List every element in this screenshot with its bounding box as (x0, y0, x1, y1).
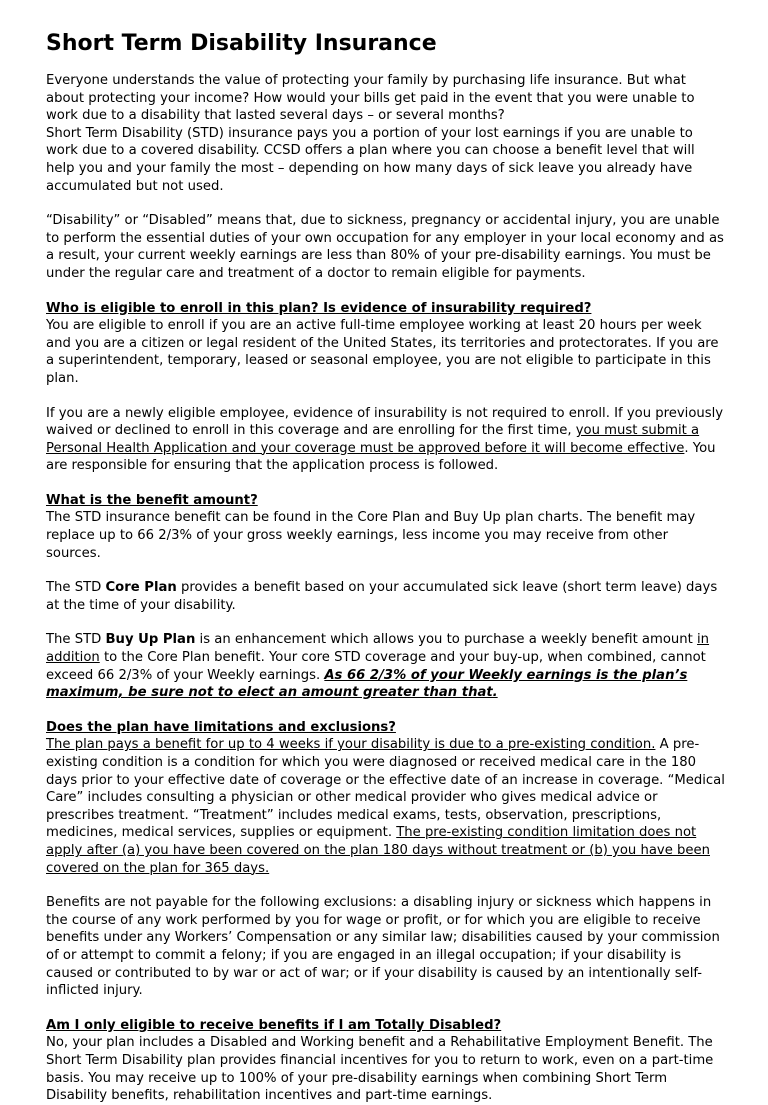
eligibility-paragraph-2 (46, 405, 726, 475)
benefit-paragraph-1: The STD insurance benefit can be found in the Core Plan and Buy Up plan charts. The benefit may replace up to 66 2/3% of your gross weekly earnings, less income you may receive from other sources. (46, 510, 696, 561)
eligibility-paragraph-1: You are eligible to enroll if you are an active full-time employee working at least 20 hours per week and you are a citizen or legal resident of the United States, its territories and protectorates. If you are a superintendent, temporary, leased or seasonal employee, you are not eligible to participate in this plan. (46, 318, 719, 386)
page-title: Short Term Disability Insurance (46, 31, 437, 56)
eligibility-heading: Who is eligible to enroll in this plan? Is evidence of insurability required? (46, 300, 592, 316)
core-plan-paragraph (46, 579, 726, 614)
limitations-underlined-2: The pre-existing condition limitation does not apply after (a) you have been covered on the plan 180 days without treatment or (b) you have been covered on the plan for 365 days. (46, 825, 710, 876)
eligibility-text-b: . You are responsible for ensuring that the application process is followed. (46, 440, 716, 474)
buy-up-plan-term: Buy Up Plan (105, 632, 196, 648)
buy-text-a: The STD (46, 632, 106, 648)
core-plan-term: Core Plan (105, 580, 177, 596)
limitations-underlined-1: The plan pays a benefit for up to 4 weeks if your disability is due to a pre-existing condition. (46, 737, 656, 753)
buy-maximum-warning: As 66 2/3% of your Weekly earnings is the plan’s maximum, be sure not to elect an amount greater than that. (46, 667, 688, 701)
intro-paragraph-1: Everyone understands the value of protecting your family by purchasing life insurance. But what about protecting your income? How would your bills get paid in the event that you were unable to work due to a disability that lasted several days – or several months? (46, 73, 695, 124)
totally-disabled-heading: Am I only eligible to receive benefits if I am Totally Disabled? (46, 1017, 502, 1033)
buy-text-d: to the Core Plan benefit. Your core STD coverage and your buy-up, when combined, cannot exceed 66 2/3% of your Weekly earnings. (46, 650, 706, 683)
buy-underlined-text: in addition (46, 632, 710, 666)
benefit-heading: What is the benefit amount? (46, 492, 258, 508)
eligibility-text-a: If you are a newly eligible employee, evidence of insurability is not required to enroll. If you previously waived or declined to enroll in this coverage and are enrolling for the first time, (46, 405, 724, 439)
limitations-paragraph-1 (46, 736, 726, 877)
core-text-a: The STD (46, 580, 106, 596)
intro-paragraph-2: Short Term Disability (STD) insurance pays you a portion of your lost earnings if you are unable to work due to a covered disability. CCSD offers a plan where you can choose a benefit level that will help you and your family the most – depending on how many days of sick leave you already have accumulated but not used. (46, 125, 695, 194)
limitations-text-a: A pre-existing condition is a condition for which you were diagnosed or received medical care in the 180 days prior to your effective date of coverage or the effective date of an increase in coverage. “Medical Care” includes consulting a physician or other medical provider who gives medical advice or prescribes treatment. “Treatment” includes medical exams, tests, observation, prescriptions, medicines, medical services, supplies or equipment. (46, 737, 725, 841)
eligibility-underlined-text: you must submit a Personal Health Application and your coverage must be approved before it will become effective (46, 423, 700, 456)
totally-disabled-paragraph: No, your plan includes a Disabled and Working benefit and a Rehabilitative Employment Benefit. The Short Term Disability plan provides financial incentives for you to return to work, even on a part-time basis. You may receive up to 100% of your pre-disability earnings when combining Short Term Disability benefits, rehabilitation incentives and part-time earnings. (46, 1035, 714, 1104)
disability-definition-paragraph: “Disability” or “Disabled” means that, due to sickness, pregnancy or accidental injury, you are unable to perform the essential duties of your own occupation for any employer in your local economy and as a result, your current weekly earnings are less than 80% of your pre-disability earnings. You must be under the regular care and treatment of a doctor to remain eligible for payments. (46, 213, 724, 281)
limitations-heading: Does the plan have limitations and exclusions? (46, 719, 396, 735)
buy-text-c: is an enhancement which allows you to purchase a weekly benefit amount (195, 632, 698, 648)
buy-up-plan-paragraph (46, 631, 726, 701)
exclusions-paragraph: Benefits are not payable for the following exclusions: a disabling injury or sickness which happens in the course of any work performed by you for wage or profit, or for which you are eligible to receive benefits under any Workers’ Compensation or any similar law; disabilities caused by your commission of or attempt to commit a felony; if you are engaged in an illegal occupation; if your disability is caused or contributed to by war or act of war; or if your disability is caused by an intentionally self-inflicted injury. (46, 895, 720, 999)
core-text-c: provides a benefit based on your accumulated sick leave (short term leave) days at the time of your disability. (46, 580, 718, 613)
